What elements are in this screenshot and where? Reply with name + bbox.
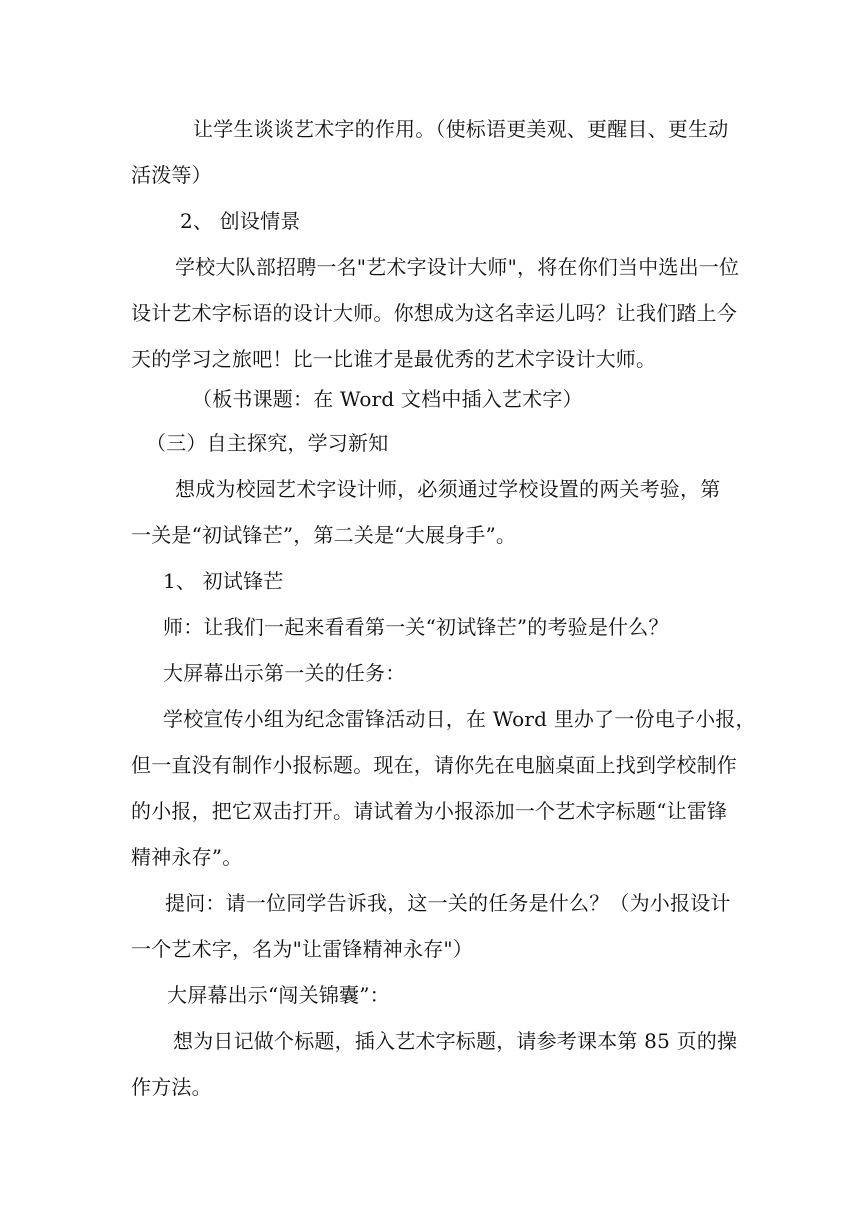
- text-line: 作方法。: [131, 1075, 212, 1099]
- section-heading: （三）自主探究，学习新知: [146, 431, 389, 455]
- text-line: 想为日记做个标题，插入艺术字标题，请参考课本第 85 页的操: [173, 1029, 738, 1053]
- text-line: 大屏幕出示第一关的任务：: [163, 661, 406, 685]
- text-line: （板书课题：在 Word 文档中插入艺术字）: [192, 387, 583, 411]
- text-line: 想成为校园艺术字设计师，必须通过学校设置的两关考验，第: [175, 477, 721, 501]
- text-line: 但一直没有制作小报标题。现在，请你先在电脑桌面上找到学校制作: [131, 753, 737, 777]
- text-line: 活泼等）: [131, 163, 212, 187]
- section-heading: 1、 初试锋芒: [163, 569, 284, 593]
- text-line: 天的学习之旅吧！比一比谁才是最优秀的艺术字设计大师。: [131, 347, 657, 371]
- text-line: 让学生谈谈艺术字的作用。（使标语更美观、更醒目、更生动: [193, 117, 729, 141]
- section-heading: 2、 创设情景: [180, 209, 301, 233]
- text-line: 一个艺术字，名为"让雷锋精神永存"）: [131, 937, 473, 961]
- text-line: 大屏幕出示“闯关锦囊”：: [167, 983, 390, 1007]
- text-line: 学校宣传小组为纪念雷锋活动日，在 Word 里办了一份电子小报，: [163, 707, 756, 731]
- text-line: 精神永存”。: [131, 845, 243, 869]
- text-line: 学校大队部招聘一名"艺术字设计大师"，将在你们当中选出一位: [175, 255, 740, 279]
- text-line: 一关是“初试锋芒”，第二关是“大展身手”。: [131, 523, 517, 547]
- text-line: 设计艺术字标语的设计大师。你想成为这名幸运儿吗？让我们踏上今: [131, 301, 737, 325]
- text-line: 提问：请一位同学告诉我，这一关的任务是什么？（为小报设计: [165, 891, 731, 915]
- text-line: 的小报，把它双击打开。请试着为小报添加一个艺术字标题“让雷锋: [131, 799, 728, 823]
- text-line: 师：让我们一起来看看第一关“初试锋芒”的考验是什么？: [163, 615, 669, 639]
